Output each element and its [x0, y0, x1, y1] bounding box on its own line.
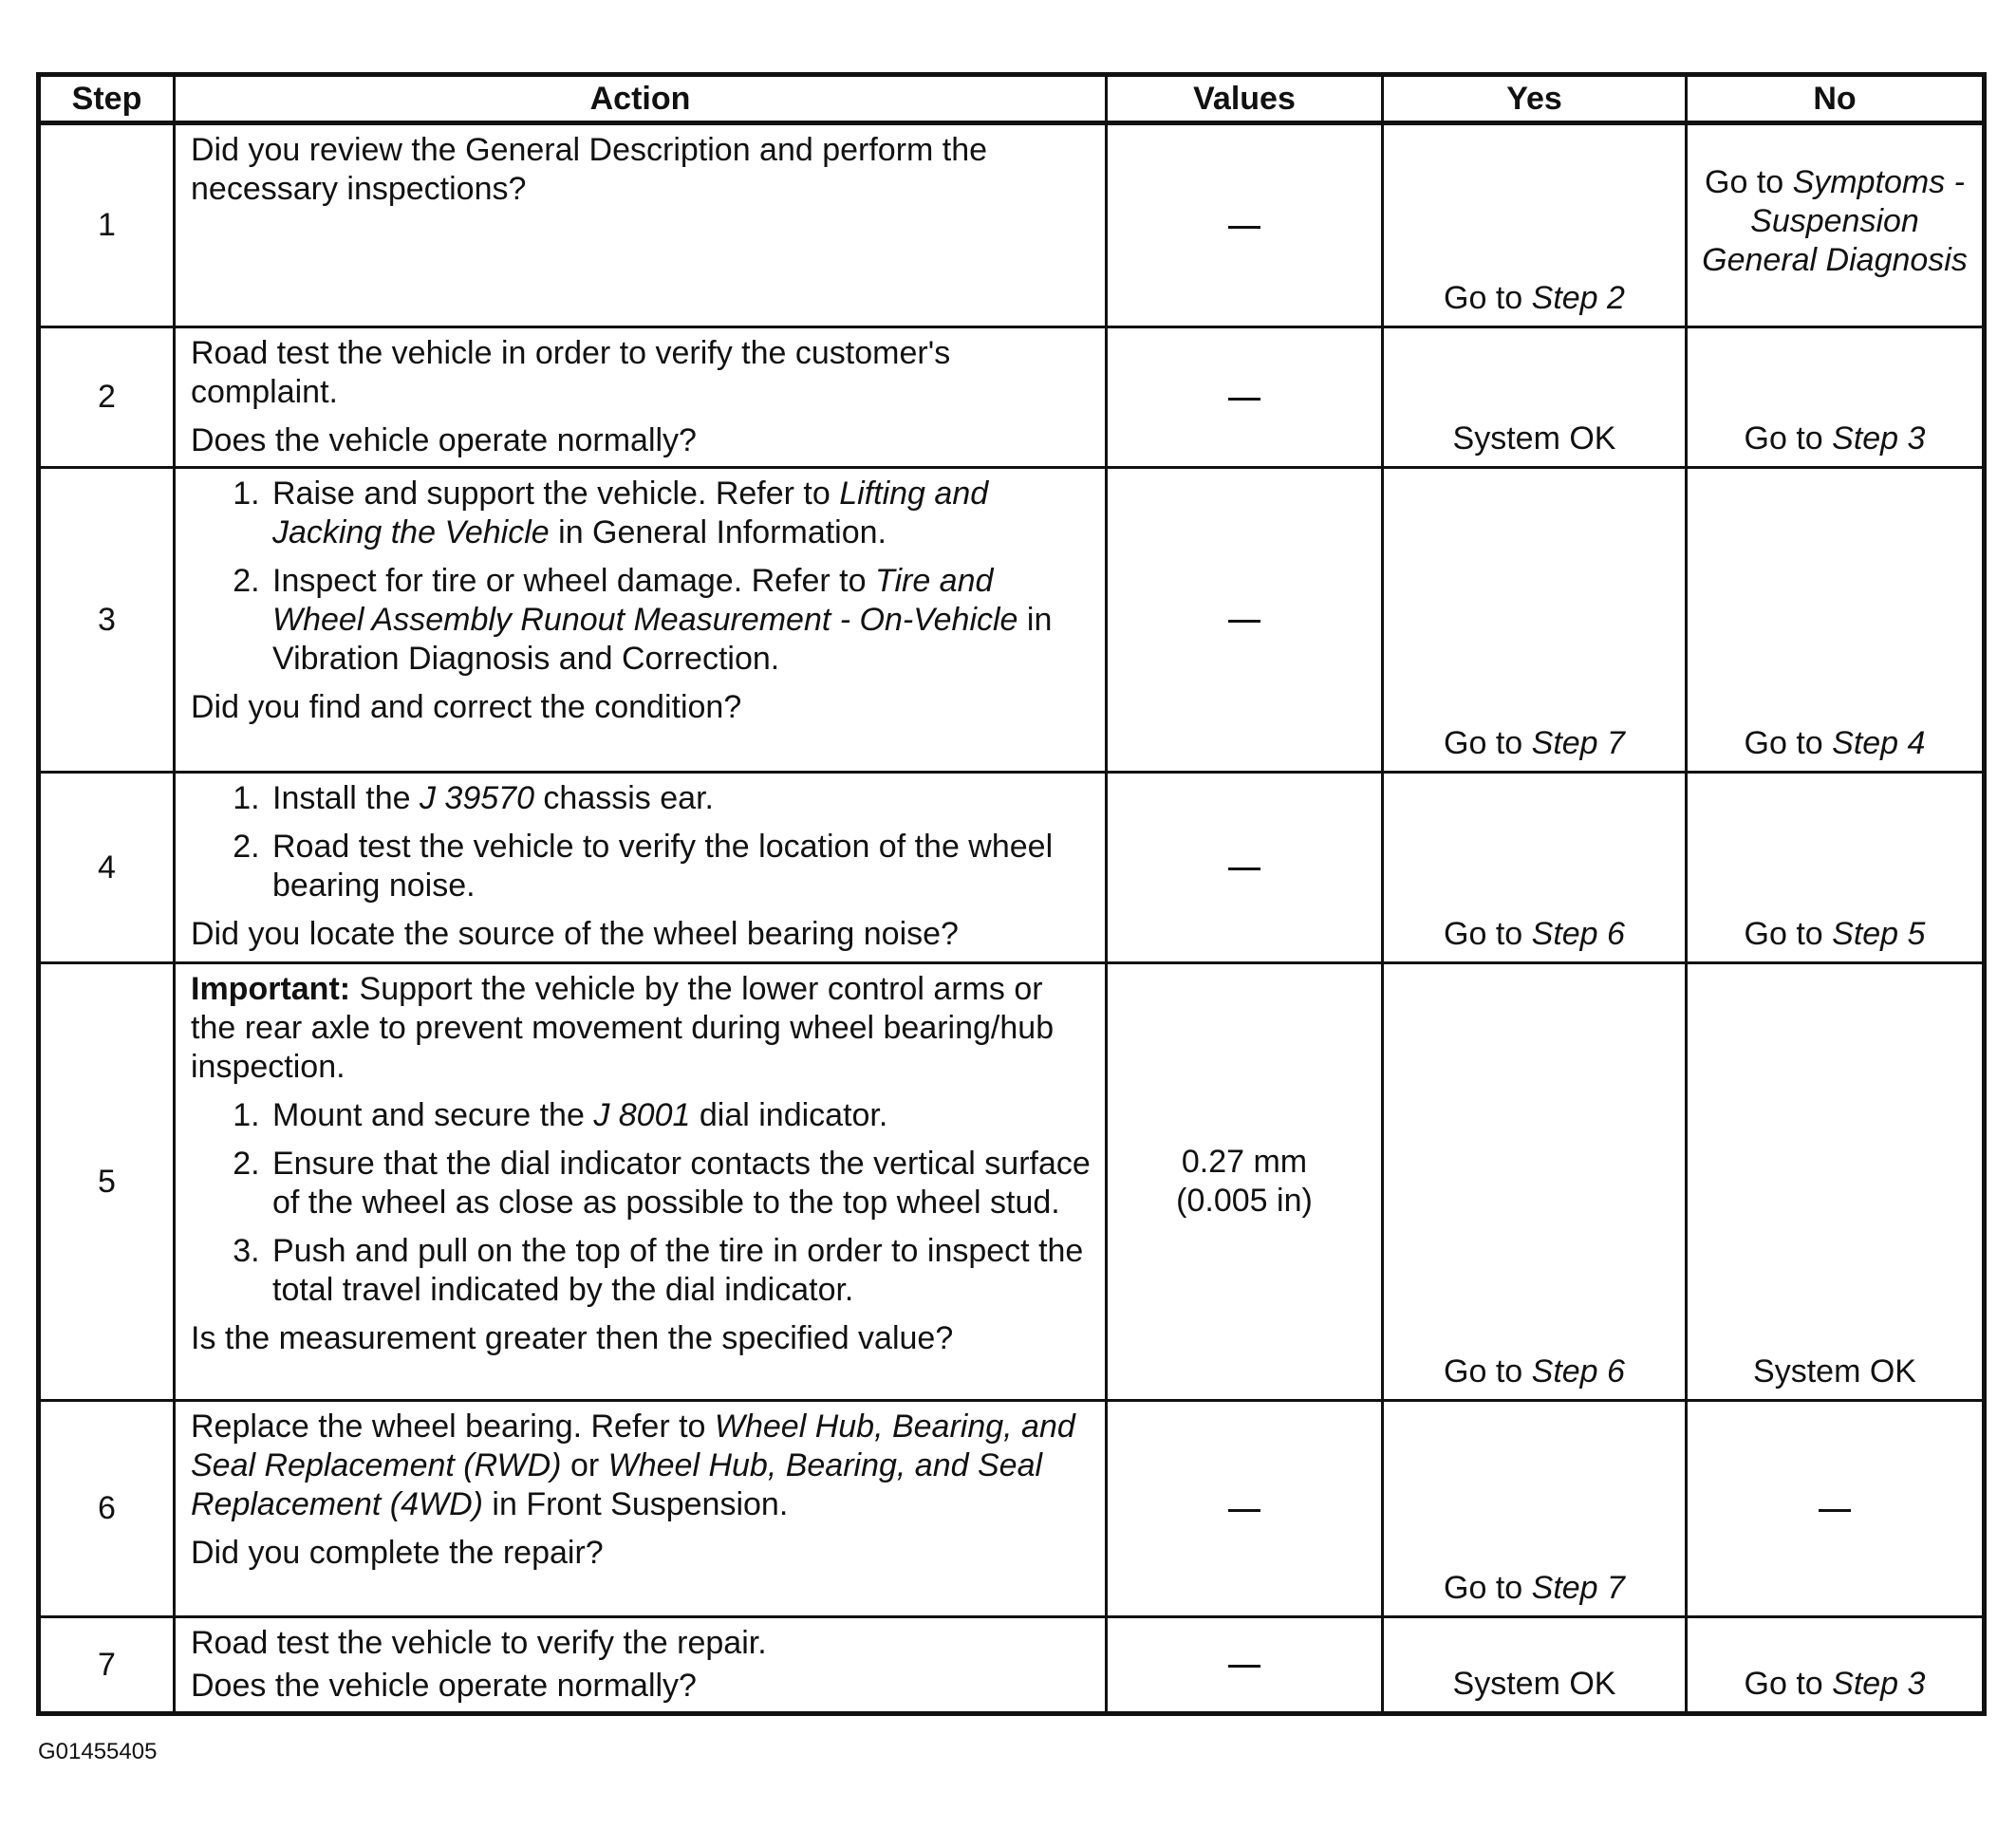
step-number: 4 [39, 773, 175, 963]
header-values: Values [1107, 75, 1383, 123]
step-number: 6 [39, 1401, 175, 1617]
values-cell [1107, 327, 1383, 468]
action-text: Replace the wheel bearing. Refer to Wheel Hub, Bearing, and Seal Replacement (RWD) or Wheel Hub, Bearing, and Seal Replacement (4WD) in Front Suspension. [191, 1408, 1075, 1522]
step-number: 5 [39, 963, 175, 1401]
list-item: 2. Ensure that the dial indicator contacts the vertical surface of the wheel as close as possible to the top wheel stud. [269, 1145, 1093, 1222]
table-row-step-3 [39, 468, 1985, 773]
values-cell [1107, 773, 1383, 963]
dash-mark [1228, 1665, 1260, 1668]
figure-id: G01455405 [38, 1739, 158, 1764]
values-cell [1107, 1617, 1383, 1714]
step-reference: Step 7 [1531, 725, 1625, 761]
value-metric: 0.27 mm [1181, 1144, 1308, 1180]
step-reference: Step 5 [1832, 916, 1926, 952]
yes-cell: Go to Step 7 [1383, 1401, 1687, 1617]
header-action: Action [175, 75, 1107, 123]
step-number: 1 [39, 123, 175, 327]
values-cell [1107, 1401, 1383, 1617]
values-cell [1107, 963, 1383, 1401]
action-cell [175, 773, 1107, 963]
values-cell [1107, 123, 1383, 327]
no-cell: Go to Step 3 [1687, 327, 1985, 468]
important-label: Important: [191, 971, 351, 1007]
list-item: 2. Inspect for tire or wheel damage. Refer to Tire and Wheel Assembly Runout Measurement - On-Vehicle in Vibration Diagnosis and Correction. [269, 562, 1093, 679]
action-cell [175, 963, 1107, 1401]
table-header-row [39, 75, 1985, 123]
action-question: Does the vehicle operate normally? [191, 422, 697, 458]
list-item: 1. Raise and support the vehicle. Refer to Lifting and Jacking the Vehicle in General Information. [269, 475, 1093, 552]
action-question: Did you find and correct the condition? [191, 689, 742, 725]
yes-cell: Go to Step 6 [1383, 963, 1687, 1401]
list-item: 1. Mount and secure the J 8001 dial indicator. [269, 1096, 1093, 1135]
no-cell [1687, 1401, 1985, 1617]
list-item: 1. Install the J 39570 chassis ear. [269, 779, 1093, 818]
dash-mark [1819, 1509, 1851, 1512]
diagnostic-table [36, 72, 1987, 1716]
header-no: No [1687, 75, 1985, 123]
step-number: 3 [39, 468, 175, 773]
action-cell [175, 123, 1107, 327]
action-list [191, 779, 1093, 905]
yes-cell: Go to Step 2 [1383, 123, 1687, 327]
no-cell: System OK [1687, 963, 1985, 1401]
yes-cell: Go to Step 7 [1383, 468, 1687, 773]
dash-mark [1228, 867, 1260, 870]
action-cell [175, 1617, 1107, 1714]
action-text: Did you review the General Description and perform the necessary inspections? [191, 132, 988, 207]
list-item: 3. Push and pull on the top of the tire in order to inspect the total travel indicated by the dial indicator. [269, 1232, 1093, 1310]
header-step: Step [39, 75, 175, 123]
action-text: Road test the vehicle in order to verify the customer's complaint. [191, 335, 951, 410]
table-row-step-7 [39, 1617, 1985, 1714]
no-cell: Go to Symptoms - Suspension General Diagnosis [1687, 123, 1985, 327]
no-cell: Go to Step 5 [1687, 773, 1985, 963]
step-reference: Step 6 [1531, 916, 1625, 952]
step-reference: Step 6 [1531, 1353, 1625, 1390]
step-reference: Step 2 [1531, 280, 1625, 316]
procedure-reference: Symptoms - Suspension General Diagnosis [1702, 164, 1968, 278]
table-row-step-6 [39, 1401, 1985, 1617]
action-question: Does the vehicle operate normally? [191, 1668, 697, 1704]
action-list [191, 475, 1093, 679]
dash-mark [1228, 620, 1260, 623]
list-item: 2. Road test the vehicle to verify the location of the wheel bearing noise. [269, 828, 1093, 905]
action-question: Did you locate the source of the wheel bearing noise? [191, 916, 959, 952]
table-row-step-2 [39, 327, 1985, 468]
action-question: Is the measurement greater then the specified value? [191, 1320, 954, 1356]
action-cell [175, 468, 1107, 773]
step-number: 7 [39, 1617, 175, 1714]
dash-mark [1228, 1509, 1260, 1512]
yes-cell: Go to Step 6 [1383, 773, 1687, 963]
dash-mark [1228, 398, 1260, 401]
important-note: Important: Support the vehicle by the lower control arms or the rear axle to prevent movement during wheel bearing/hub inspection. [191, 971, 1055, 1085]
step-reference: Step 3 [1832, 1666, 1926, 1702]
yes-cell: System OK [1383, 327, 1687, 468]
table-row-step-5 [39, 963, 1985, 1401]
no-cell: Go to Step 4 [1687, 468, 1985, 773]
action-list [191, 1096, 1093, 1310]
step-reference: Step 7 [1531, 1570, 1625, 1606]
action-cell [175, 327, 1107, 468]
values-cell [1107, 468, 1383, 773]
dash-mark [1228, 226, 1260, 229]
action-cell [175, 1401, 1107, 1617]
step-number: 2 [39, 327, 175, 468]
no-cell: Go to Step 3 [1687, 1617, 1985, 1714]
table-row-step-1 [39, 123, 1985, 327]
value-imperial: (0.005 in) [1176, 1183, 1313, 1219]
step-reference: Step 3 [1832, 420, 1926, 457]
table-row-step-4 [39, 773, 1985, 963]
action-text: Road test the vehicle to verify the repair. [191, 1625, 767, 1661]
step-reference: Step 4 [1832, 725, 1926, 761]
action-question: Did you complete the repair? [191, 1535, 604, 1571]
yes-cell: System OK [1383, 1617, 1687, 1714]
header-yes: Yes [1383, 75, 1687, 123]
